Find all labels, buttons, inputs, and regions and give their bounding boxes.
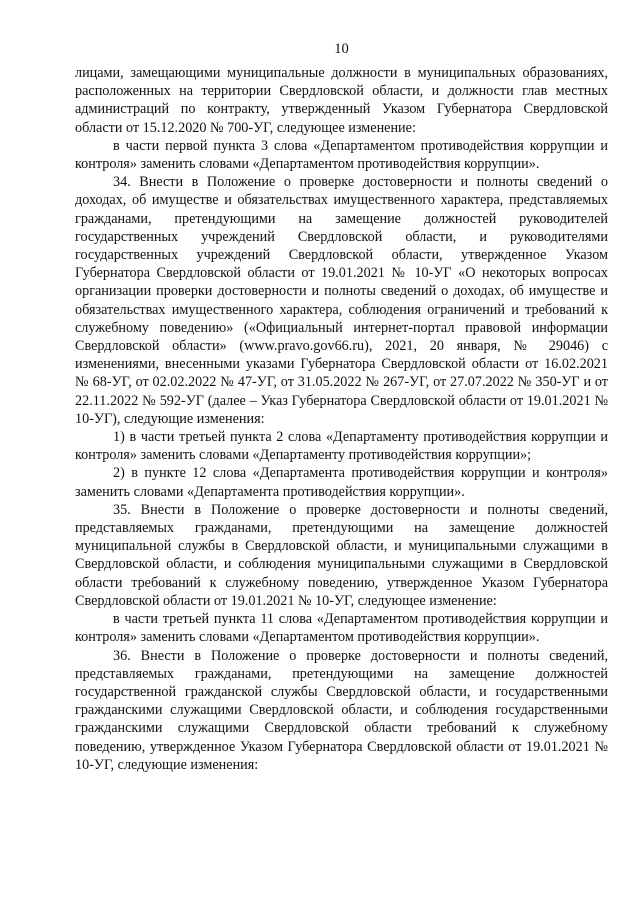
paragraph-subitem-2: 2) в пункте 12 слова «Департамента противодействия коррупции и контроля» заменить словами «Департамента противодействия коррупции». — [75, 465, 608, 500]
paragraph-subitem-1: 1) в части третьей пункта 2 слова «Департаменту противодействия коррупции и контроля» заменить словами «Департаменту противодействия коррупции»; — [75, 429, 608, 464]
document-body — [75, 64, 608, 774]
paragraph-amendment-35: в части третьей пункта 11 слова «Департаментом противодействия коррупции и контроля» заменить словами «Департаментом противодействия коррупции». — [75, 611, 608, 646]
paragraph-item-34: 34. Внести в Положение о проверке достоверности и полноты сведений о доходах, об имуществе и обязательствах имущественного характера, представляемых гражданами, претендующими на замещение должностей руководителей государственных учреждений Свердловской области, и руководителями государственных учреждений Свердловской области, утвержденное Указом Губернатора Свердловской области от 19.01.2021 № 10-УГ «О некоторых вопросах организации проверки достоверности и полноты сведений о доходах, об имуществе и обязательствах имущественного характера, соблюдения ограничений и требований к служебному поведению» («Официальный интернет-портал правовой информации Свердловской области» (www.pravo.gov66.ru), 2021, 20 января, № 29046) с изменениями, внесенными указами Губернатора Свердловской области от 16.02.2021 № 68-УГ, от 02.02.2022 № 47-УГ, от 31.05.2022 № 267-УГ, от 27.07.2022 № 350-УГ и от 22.11.2022 № 592-УГ (далее – Указ Губернатора Свердловской области от 19.01.2021 № 10-УГ), следующие изменения: — [75, 174, 608, 427]
paragraph-amendment: в части первой пункта 3 слова «Департаментом противодействия коррупции и контроля» заменить словами «Департаментом противодействия коррупции». — [75, 137, 608, 173]
paragraph-continuation: лицами, замещающими муниципальные должности в муниципальных образованиях, расположенных на территории Свердловской области, и должности глав местных администраций по контракту, утвержденный Указом Губернатора Свердловской области от 15.12.2020 № 700-УГ, следующее изменение: — [75, 65, 608, 136]
paragraph-item-36: 36. Внести в Положение о проверке достоверности и полноты сведений, представляемых гражданами, претендующими на замещение должностей государственной гражданской службы Свердловской области, и государственными гражданскими служащими Свердловской области, и соблюдения государственными гражданскими служащими Свердловской области требований к служебному поведению, утвержденное Указом Губернатора Свердловской области от 19.01.2021 № 10-УГ, следующие изменения: — [75, 647, 608, 773]
paragraph-item-35: 35. Внести в Положение о проверке достоверности и полноты сведений, представляемых гражданами, претендующими на замещение должностей муниципальной службы в Свердловской области, и муниципальными служащими в Свердловской области, и соблюдения муниципальными служащими в Свердловской области требований к служебному поведению, утвержденное Указом Губернатора Свердловской области от 19.01.2021 № 10-УГ, следующее изменение: — [75, 501, 608, 609]
page-number: 10 — [334, 41, 349, 57]
